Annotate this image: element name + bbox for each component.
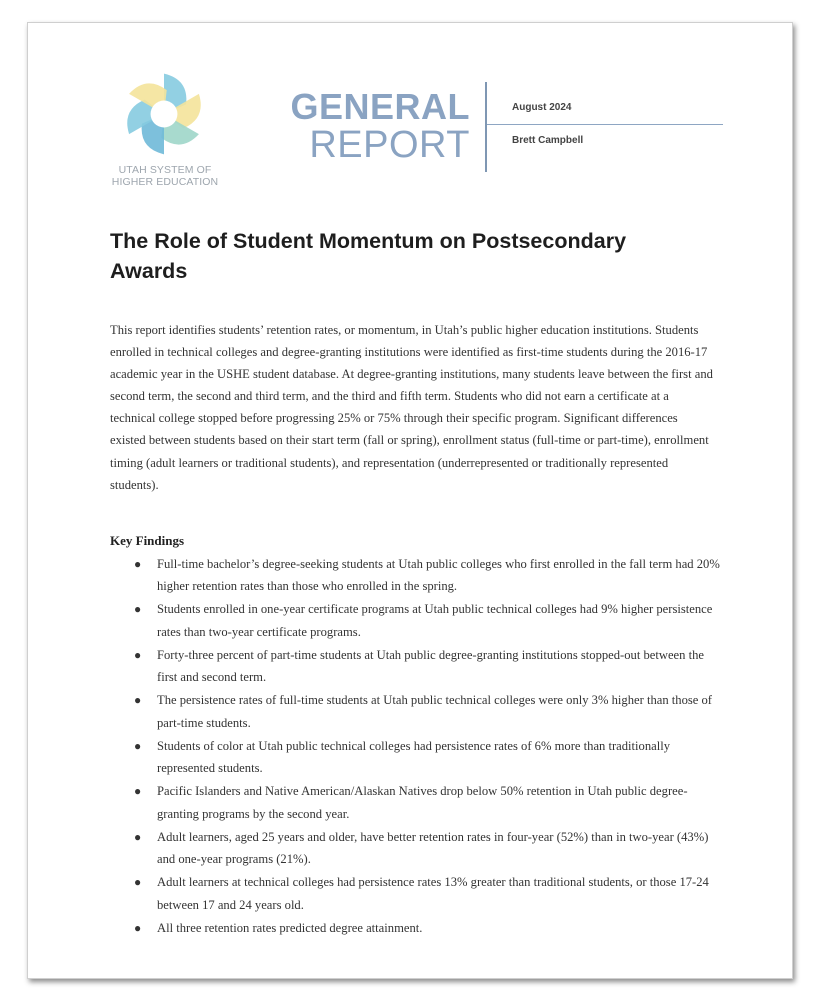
finding-text: Students of color at Utah public technical colleges had persistence rates of 6% more than traditionally represented students. bbox=[157, 738, 671, 776]
finding-item bbox=[110, 598, 720, 643]
report-type-line2: REPORT bbox=[309, 124, 470, 166]
finding-item bbox=[110, 917, 720, 939]
bullet-icon: ● bbox=[134, 875, 142, 890]
bullet-icon: ● bbox=[134, 693, 142, 708]
finding-item bbox=[110, 689, 720, 734]
header-horizontal-divider bbox=[487, 124, 723, 125]
bullet-icon: ● bbox=[134, 829, 142, 844]
intro-paragraph: This report identifies students’ retention rates, or momentum, in Utah’s public higher education institutions. Students enrolled in technical colleges and degree-granting institutions were identified as first-time students during the 2016-17 academic year in the USHE student database. At degree-granting institutions, many students leave between the first and second term, the second and third term, and the third and fifth term. Students who did not earn a certificate at a technical college stopped before progressing 25% or 75% through their specific program. Significant differences existed between students based on their start term (fall or spring), enrollment status (full-time or part-time), enrollment timing (adult learners or traditional students), and representation (underrepresented or traditionally represented students). bbox=[110, 323, 713, 492]
bullet-icon: ● bbox=[134, 738, 142, 753]
finding-text: Pacific Islanders and Native American/Alaskan Natives drop below 50% retention in Utah public degree-granting programs by the second year. bbox=[157, 784, 688, 821]
finding-item bbox=[110, 644, 720, 689]
header-vertical-divider bbox=[485, 82, 487, 172]
bullet-icon: ● bbox=[134, 647, 142, 662]
bullet-icon: ● bbox=[134, 557, 142, 571]
finding-text: Adult learners, aged 25 years and older, have better retention rates in four-year (52%) than in two-year (43%) and one-year programs (21%). bbox=[157, 829, 709, 867]
document-title: The Role of Student Momentum on Postsecondary Awards bbox=[110, 229, 627, 283]
report-type-line1: GENERAL bbox=[290, 86, 470, 127]
pinwheel-logo-icon bbox=[116, 66, 212, 162]
finding-text: Students enrolled in one-year certificate programs at Utah public technical colleges had 9% higher persistence rates than two-year certificate programs. bbox=[157, 602, 713, 639]
organization-name-line2: HIGHER EDUCATION bbox=[111, 176, 219, 188]
bullet-icon: ● bbox=[134, 920, 142, 935]
finding-item bbox=[110, 871, 720, 916]
report-type-title bbox=[290, 88, 470, 164]
organization-name bbox=[100, 164, 230, 188]
finding-text: Adult learners at technical colleges had persistence rates 13% greater than traditional students, or those 17-24 between 17 and 24 years old. bbox=[157, 875, 709, 912]
finding-text: All three retention rates predicted degree attainment. bbox=[157, 920, 423, 935]
finding-item bbox=[110, 780, 720, 825]
logo-center bbox=[151, 101, 178, 128]
finding-text: The persistence rates of full-time students at Utah public technical colleges were only 3% higher than those of part-time students. bbox=[157, 693, 712, 730]
key-findings-heading: Key Findings bbox=[110, 533, 185, 548]
report-author: Brett Campbell bbox=[512, 135, 584, 146]
finding-item bbox=[110, 735, 720, 780]
finding-text: Full-time bachelor’s degree-seeking students at Utah public colleges who first enrolled in the fall term had 20% higher retention rates than those who enrolled in the spring. bbox=[157, 557, 720, 594]
finding-item bbox=[110, 553, 720, 598]
bullet-icon: ● bbox=[134, 784, 142, 799]
finding-text: Forty-three percent of part-time students at Utah public degree-granting institutions stopped-out between the first and second term. bbox=[157, 647, 704, 685]
finding-item bbox=[110, 826, 720, 871]
report-date: August 2024 bbox=[512, 102, 572, 113]
bullet-icon: ● bbox=[134, 602, 142, 617]
key-findings-list bbox=[110, 553, 720, 940]
organization-name-line1: UTAH SYSTEM OF bbox=[118, 164, 212, 176]
